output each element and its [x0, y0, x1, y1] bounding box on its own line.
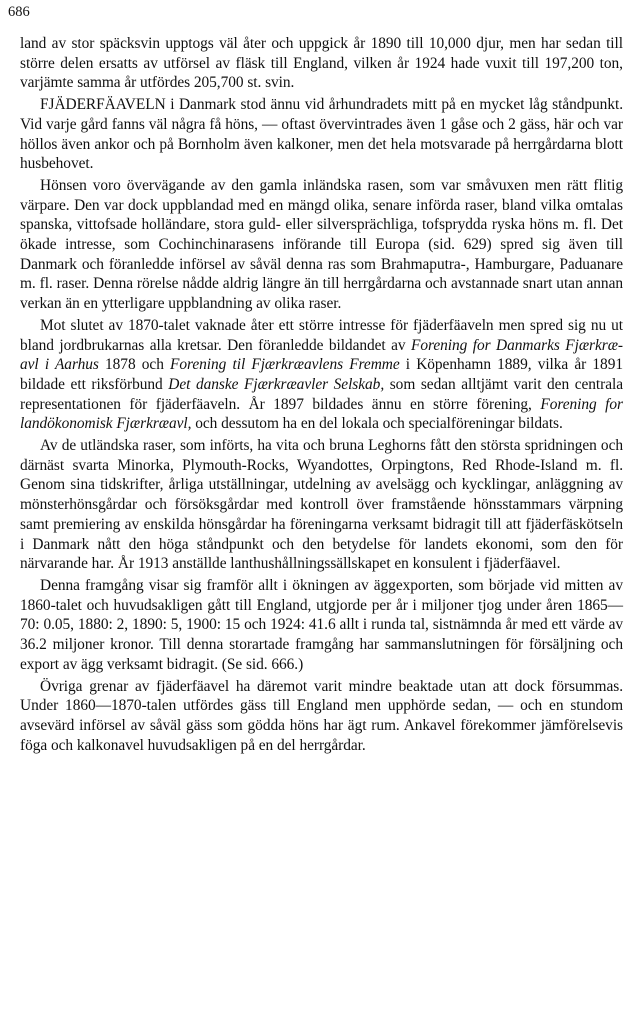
paragraph — [20, 316, 623, 434]
paragraph — [20, 34, 623, 93]
italic-run: Forening til Fjærkræavlens Fremme — [170, 356, 400, 374]
text-run: Av de utländska raser, som införts, ha vita och bruna Leghorns fått den största spridningen och därnäst svarta Minorka, Plymouth-Rocks, Wyandottes, Orpingtons, Red Rhode-Island m. fl. Genom sina tidskrifter, årliga utställningar, utdelning av avelsägg och kycklingar, anläggning av mönsterhönsgårdar och försöksgårdar med kontroll över framstående hönsstammars värpning samt premiering av enskilda hönsgårdar ha föreningarna verksamt bidragit till att fjäderfäskötseln i Danmark nått den höga ståndpunkt och den betydelse för landets ekonomi, som den för närvarande har. År 1913 anställde lanthushållningssällskapet en konsulent i fjäderfäavel. — [20, 437, 623, 573]
paragraph — [20, 95, 623, 174]
paragraph — [20, 677, 623, 756]
text-run: Hönsen voro övervägande av den gamla inländska rasen, som var småvuxen men rätt flitig värpare. Den var dock uppblandad med en mängd olika, senare införda raser, bland vilka omtalas spanska, vittofsade holländare, stora guld- eller silversprächliga, tofsprydda ryska höns m. fl. Det ökade intresse, som Cochinchinarasens införande till Europa (sid. 629) spred sig även till Danmark och föranledde införsel av såväl denna ras som Brahmaputra-, Hamburgare, Paduanare m. fl. raser. Denna rörelse nådde aldrig längre än till herrgårdarna och avstannade snart utan annan verkan än en ytterligare uppblandning av olika raser. — [20, 176, 623, 313]
body-text — [20, 34, 623, 755]
text-run: Övriga grenar av fjäderfäavel ha däremot varit mindre beaktade utan att dock försummas. Under 1860—1870-talen utfördes gäss till England men upphörde sedan, — och en stundom avsevärd införsel av såväl gäss som gödda höns har ägt rum. Ankavel förekommer jämförelsevis föga och kalkonavel huvudsakligen på en del herrgårdar. — [20, 677, 623, 754]
text-run: och dessutom ha en del lokala och specialföreningar bildats. — [191, 415, 563, 433]
page-number: 686 — [8, 4, 30, 20]
text-run: land av stor späcksvin upptogs väl åter och uppgick år 1890 till 10,000 djur, men har sedan till större delen ersatts av utförsel av fläsk till England, vilken år 1924 hade vuxit till 197,200 ton, varjämte samma år utfördes 205,700 st. svin. — [20, 35, 623, 92]
text-run: i Köpenhamn 1889, vilka år 1891 bildade ett riksförbund — [20, 356, 623, 393]
italic-run: Forening for landökonomisk Fjærkræavl, — [20, 395, 623, 433]
paragraph — [20, 576, 623, 675]
paragraph — [20, 176, 623, 314]
text-run: 1878 och — [98, 356, 171, 374]
paragraph — [20, 436, 623, 574]
text-run: som sedan alltjämt varit den centrala representationen för fjäderfäaveln. År 1897 bildades ännu en större förening, — [20, 375, 624, 413]
text-run: FJÄDERFÄAVELN i Danmark stod ännu vid århundradets mitt på en mycket låg ståndpunkt. Vid varje gård fanns väl några få höns, — oftast övervintrades även 1 gåse och 2 gäss, här och var höllos även ankor och på Bornholm även kalkoner, men det hela motsvarade på herrgårdarna blott husbehovet. — [20, 96, 623, 173]
text-run: Denna framgång visar sig framför allt i ökningen av äggexporten, som började vid mitten av 1860-talet och huvudsakligen gått till England, utgjorde per år i miljoner tjog under åren 1865—70: 0.05, 1880: 2, 1890: 5, 1900: 15 och 1924: 41.6 allt i runda tal, sistnämnda år med ett värde av 36.2 miljoner kronor. Till denna storartade framgång har sammanslutningen för försäljning och export av ägg verksamt bidragit. (Se sid. 666.) — [20, 576, 623, 673]
text-run: Mot slutet av 1870-talet vaknade åter ett större intresse för fjäderfäaveln men spred sig nu ut bland jordbrukarnas alla kretsar. Den föranledde bildandet av — [20, 316, 623, 354]
italic-run: Det danske Fjærkræavler Selskab, — [168, 375, 385, 393]
italic-run: Forening for Danmarks Fjærkræ-avl i Aarhus — [20, 336, 623, 374]
